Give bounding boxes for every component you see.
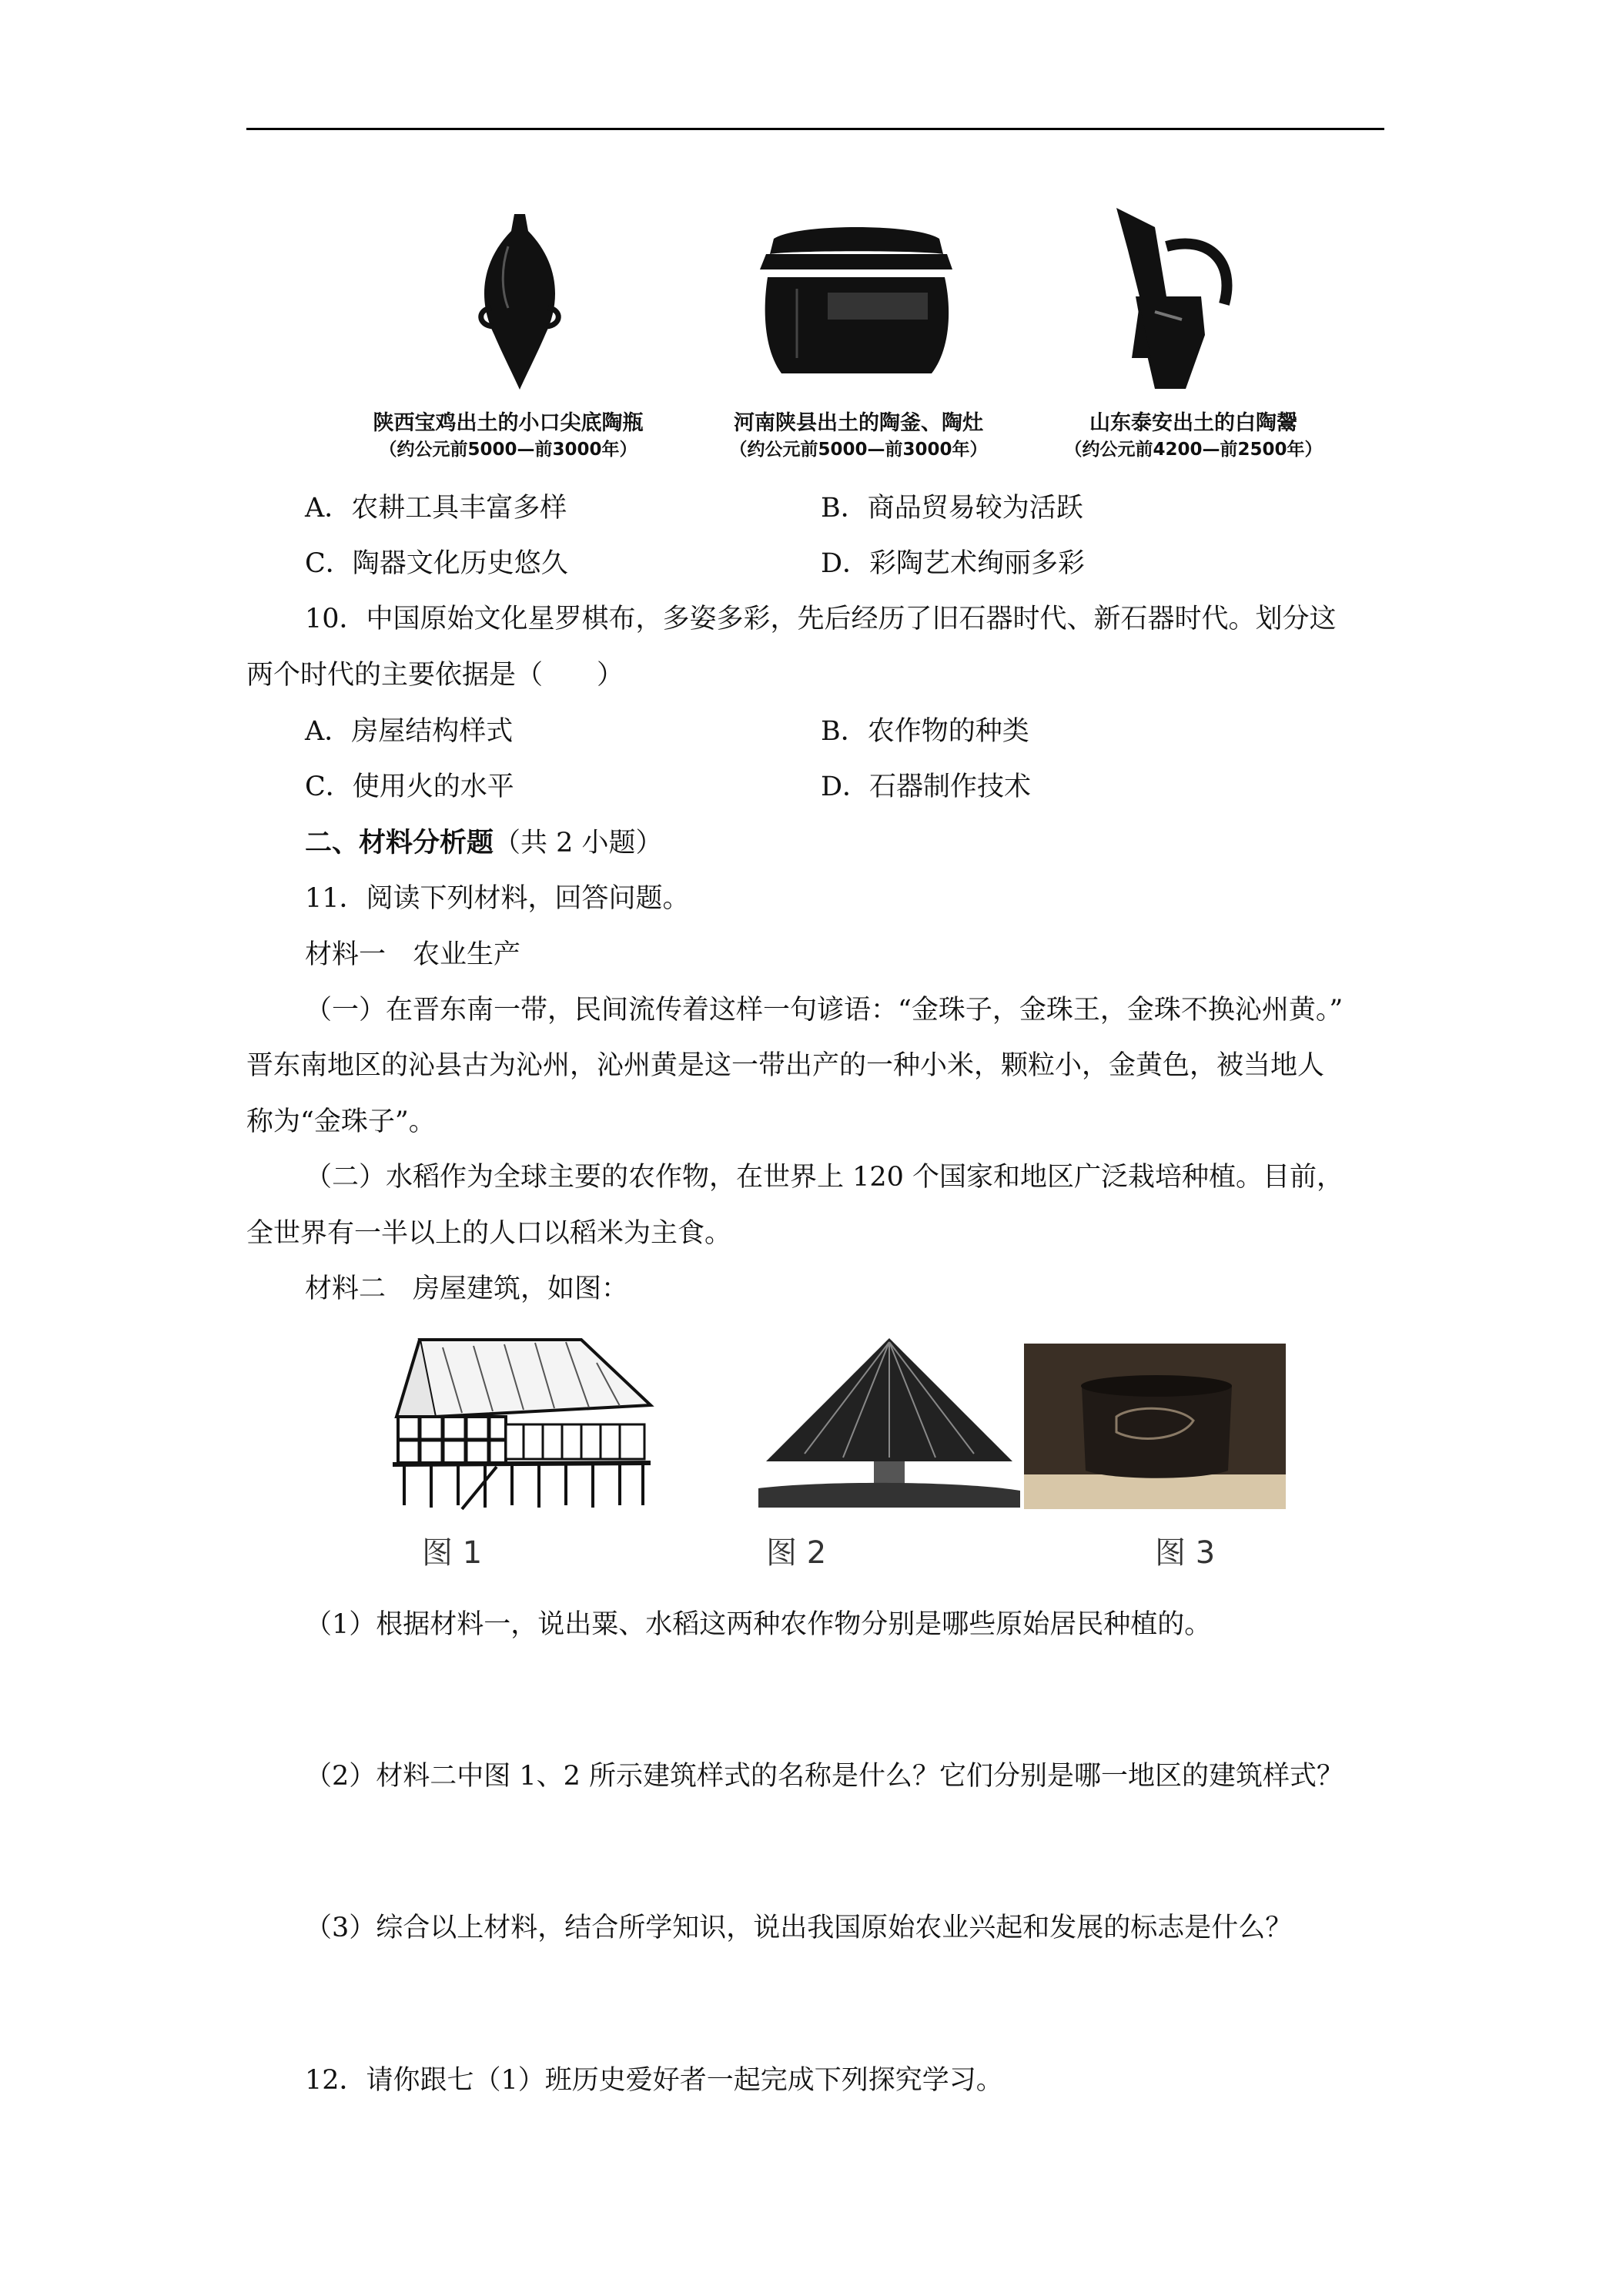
- material2-title: 材料二 房屋建筑，如图：: [305, 1274, 629, 1304]
- q11-subquestion-1: （1）根据材料一，说出粟、水稻这两种农作物分别是哪些原始居民种植的。: [305, 1609, 1212, 1640]
- q9-option-a: A．农耕工具丰富多样: [305, 493, 567, 524]
- pottery-caption-1-date: （约公元前5000—前3000年）: [379, 440, 637, 460]
- pottery-cauldron-stove-image: [751, 219, 962, 385]
- material1-title: 材料一 农业生产: [305, 939, 521, 970]
- section2-heading: [305, 826, 663, 860]
- figure-label-1: 图 1: [422, 1535, 483, 1571]
- pottery-caption-2: [681, 410, 1036, 462]
- q10-option-c: C．使用火的水平: [305, 771, 514, 802]
- pottery-caption-3: [1039, 410, 1347, 462]
- q11-subquestion-2: （2）材料二中图 1、2 所示建筑样式的名称是什么？它们分别是哪一地区的建筑样式？: [305, 1761, 1344, 1792]
- pottery-caption-2-date: （约公元前5000—前3000年）: [729, 440, 988, 460]
- semi-subterranean-house-image: [758, 1330, 1020, 1508]
- q10-option-b: B．农作物的种类: [821, 716, 1029, 747]
- white-pottery-gui-image: [1109, 204, 1247, 389]
- section2-note: （共 2 小题）: [494, 828, 663, 858]
- q10-option-d: D．石器制作技术: [821, 771, 1032, 802]
- pointed-bottom-bottle-image: [454, 208, 585, 393]
- pottery-caption-1: [331, 410, 685, 462]
- q11-stem: 11．阅读下列材料，回答问题。: [305, 883, 690, 914]
- q10-stem-line2: 两个时代的主要依据是（ ）: [246, 660, 624, 691]
- figure-label-2: 图 2: [766, 1535, 827, 1571]
- stilt-house-image: [389, 1332, 658, 1513]
- pottery-caption-3-title: 山东泰安出土的白陶鬶: [1089, 411, 1297, 435]
- material1-para1-line2: 晋东南地区的沁县古为沁州，沁州黄是这一带出产的一种小米，颗粒小，金黄色，被当地人: [246, 1050, 1325, 1081]
- material1-para2-line1: （二）水稻作为全球主要的农作物，在世界上 120 个国家和地区广泛栽培种植。目前，: [305, 1162, 1344, 1193]
- section2-title: 二、材料分析题: [305, 827, 494, 858]
- q12-stem: 12．请你跟七（1）班历史爱好者一起完成下列探究学习。: [305, 2065, 1003, 2096]
- pottery-photo-image: [1024, 1344, 1286, 1509]
- pottery-caption-3-date: （约公元前4200—前2500年）: [1064, 440, 1323, 460]
- q10-option-a: A．房屋结构样式: [305, 716, 514, 747]
- q10-stem-line1: 10．中国原始文化星罗棋布，多姿多彩，先后经历了旧石器时代、新石器时代。划分这: [305, 604, 1337, 634]
- q9-option-b: B．商品贸易较为活跃: [821, 493, 1083, 524]
- material1-para1-line1: （一）在晋东南一带，民间流传着这样一句谚语：“金珠子，金珠王，金珠不换沁州黄。”: [305, 995, 1344, 1026]
- q9-option-d: D．彩陶艺术绚丽多彩: [821, 548, 1086, 579]
- header-rule: [246, 128, 1384, 130]
- q9-option-c: C．陶器文化历史悠久: [305, 548, 568, 579]
- pottery-caption-2-title: 河南陕县出土的陶釜、陶灶: [734, 411, 983, 435]
- material1-para2-line2: 全世界有一半以上的人口以稻米为主食。: [246, 1218, 732, 1249]
- pottery-caption-1-title: 陕西宝鸡出土的小口尖底陶瓶: [373, 411, 644, 435]
- material1-para1-line3: 称为“金珠子”。: [246, 1106, 436, 1137]
- figure-label-3: 图 3: [1155, 1535, 1216, 1571]
- q11-subquestion-3: （3）综合以上材料，结合所学知识，说出我国原始农业兴起和发展的标志是什么？: [305, 1913, 1293, 1943]
